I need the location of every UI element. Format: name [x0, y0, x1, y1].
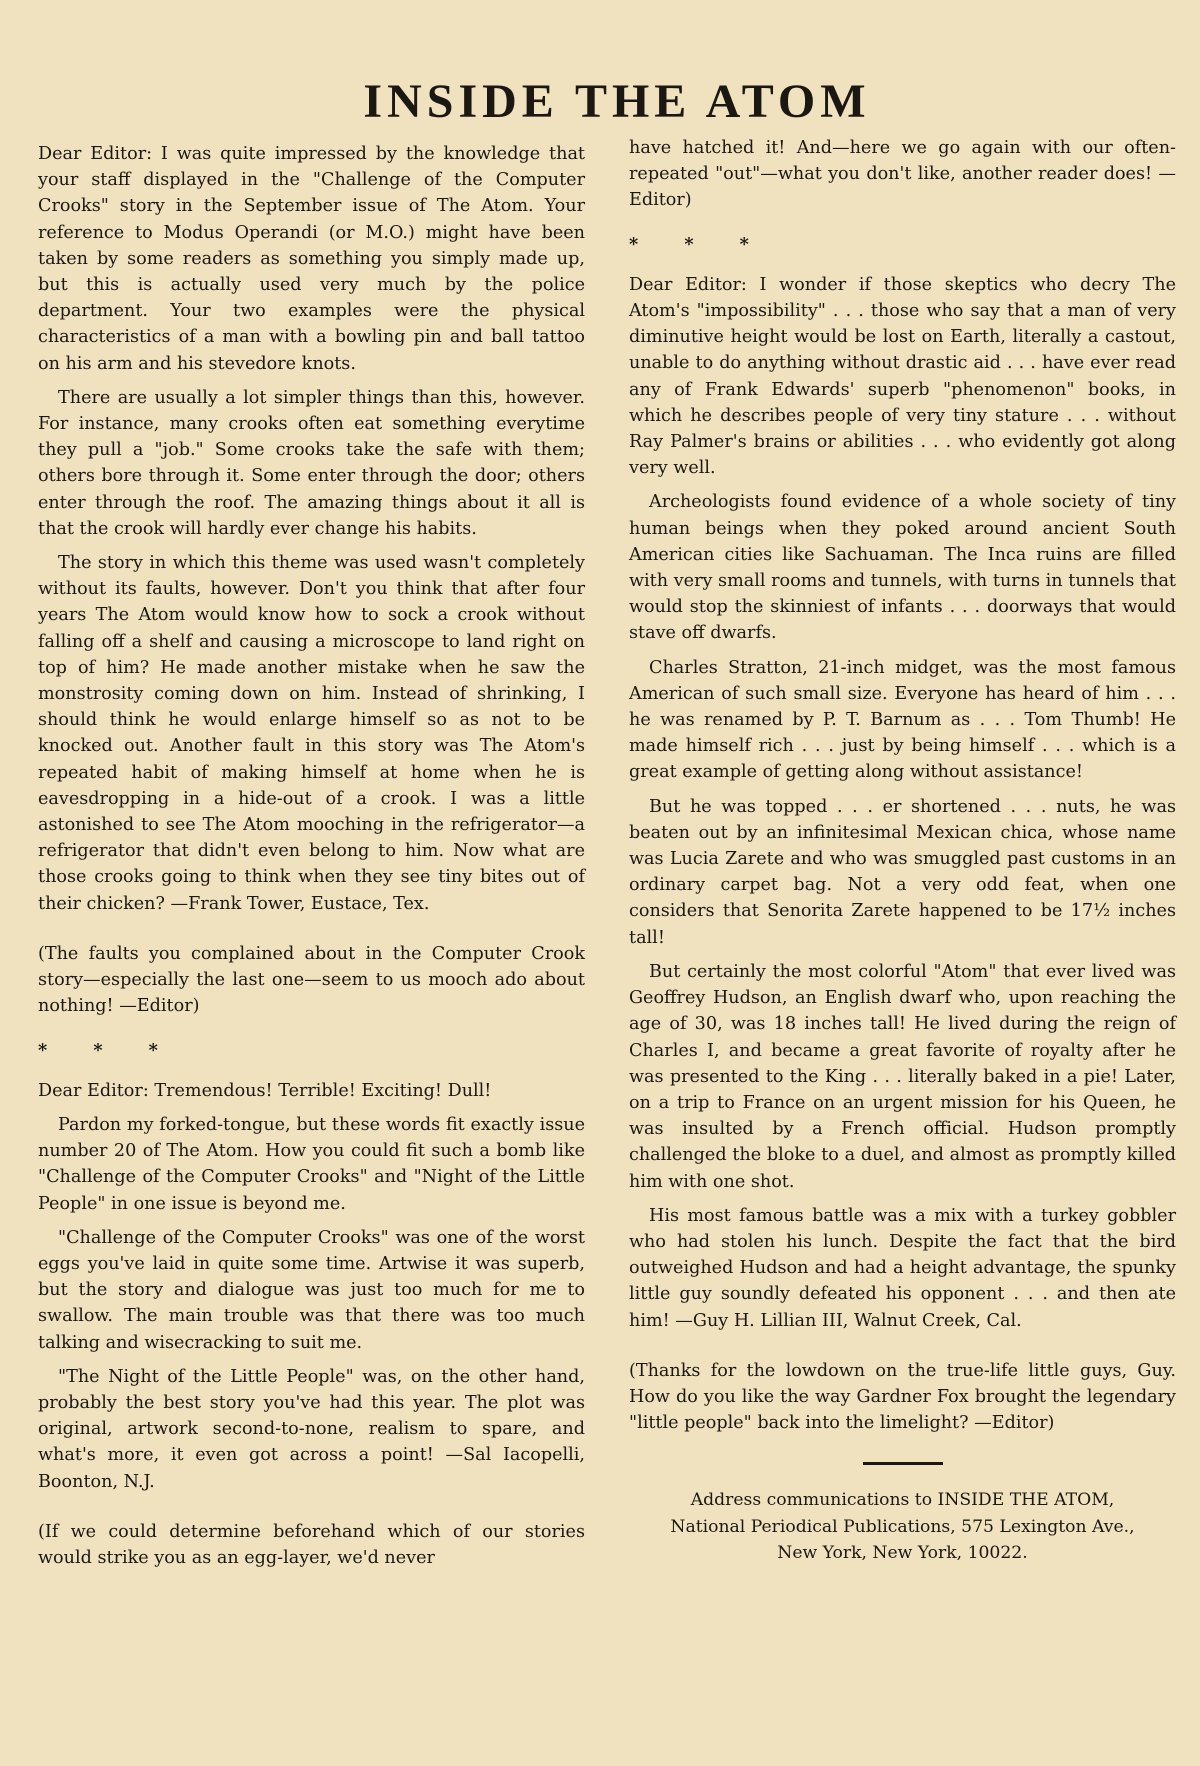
mailing-address [629, 1487, 1176, 1566]
left-column [38, 141, 585, 1571]
address-line: Address communications to INSIDE THE ATOM, [690, 1490, 1115, 1511]
letter-2-paragraph: Pardon my forked-tongue, but these words fit exactly issue number 20 of The Atom. How you could fit such a bomb like "Challenge of the Computer Crooks" and "Night of the Little People" in one issue is beyond me. [38, 1114, 585, 1214]
editor-reply-2-end: have hatched it! And—here we go again with our often-repeated "out"—what you don't like, another reader does! —Editor) [629, 138, 1176, 211]
letter-3-paragraph: Charles Stratton, 21-inch midget, was the most famous American of such small size. Everyone has heard of him . . . he was renamed by P. T. Barnum as . . . Tom Thumb! He made himself rich . . . just by being himself . . . which is a great example of getting along without assistance! [629, 657, 1176, 783]
letter-3-paragraph: But certainly the most colorful "Atom" that ever lived was Geoffrey Hudson, an English dwarf who, upon reaching the age of 30, was 18 inches tall! He lived during the reign of Charles I, and became a great favorite of royalty after he was presented to the King . . . literally baked in a pie! Later, on a trip to France on an urgent mission for his Queen, he was insulted by a French official. Hudson promptly challenged the bloke to a duel, and almost as promptly killed him with one shot. [629, 961, 1176, 1192]
editor-reply-2-start: (If we could determine beforehand which of our stories would strike you as an egg-layer, we'd never [38, 1521, 585, 1568]
letter-1-paragraph: There are usually a lot simpler things than this, however. For instance, many crooks often eat something everytime they pull a "job." Some crooks take the safe with them; others bore through it. Some enter through the door; others enter through the roof. The amazing things about it all is that the crook will hardly ever change his habits. [38, 387, 585, 539]
letter-3-paragraph: Dear Editor: I wonder if those skeptics who decry The Atom's "impossibility" . . . those who say that a man of very diminutive height would be lost on Earth, literally a castout, unable to do anything without drastic aid . . . have ever read any of Frank Edwards' superb "phenomenon" books, in which he describes people of very tiny stature . . . without Ray Palmer's brains or abilities . . . who evidently got along very well. [629, 274, 1176, 479]
letter-3-paragraph: Archeologists found evidence of a whole society of tiny human beings when they poked around ancient South American cities like Sachuaman. The Inca ruins are filled with very small rooms and tunnels, with turns in tunnels that would stop the skinniest of infants . . . doorways that would stave off dwarfs. [629, 492, 1176, 644]
editor-reply-1: (The faults you complained about in the Computer Crook story—especially the last one—seem to us mooch ado about nothing! —Editor) [38, 943, 585, 1017]
letter-1-paragraph: The story in which this theme was used wasn't completely without its faults, however. Don't you think that after four years The Atom would know how to sock a crook without falling off a shelf and causing a microscope to land right on top of him? He made another mistake when he saw the monstrosity coming down on him. Instead of shrinking, I should think he would enlarge himself so as not to be knocked out. Another fault in this story was The Atom's repeated habit of making himself at home when he is eavesdropping in a hide-out of a crook. I was a little astonished to see The Atom mooching in the refrigerator—a refrigerator that didn't even belong to him. Now what are those crooks going to think when they see tiny bites out of their chicken? —Frank Tower, Eustace, Tex. [38, 553, 585, 914]
letter-2-paragraph: Dear Editor: Tremendous! Terrible! Exciting! Dull! [38, 1080, 492, 1101]
address-line: New York, New York, 10022. [777, 1543, 1028, 1564]
divider-rule [863, 1462, 943, 1465]
letter-columns [38, 138, 1176, 1571]
right-column [629, 135, 1176, 1567]
letter-3-paragraph: His most famous battle was a mix with a turkey gobbler who had stolen his lunch. Despite the fact that the bird outweighed Hudson and had a height advantage, the spunky little guy soundly defeated his opponent . . . and then ate him! —Guy H. Lillian III, Walnut Creek, Cal. [629, 1205, 1176, 1331]
editor-reply-3: (Thanks for the lowdown on the true-life little guys, Guy. How do you like the way Gardner Fox brought the legendary "little people" back into the limelight? —Editor) [629, 1360, 1176, 1434]
separator-stars: * * * [38, 1039, 178, 1061]
letter-2-paragraph: "The Night of the Little People" was, on the other hand, probably the best story you've had this year. The plot was original, artwork second-to-none, realism to spare, and what's more, it even got across a point! —Sal Iacopelli, Boonton, N.J. [38, 1366, 585, 1492]
page-title: INSIDE THE ATOM [363, 75, 871, 128]
letter-3-paragraph: But he was topped . . . er shortened . . . nuts, he was beaten out by an infinitesimal Mexican chica, whose name was Lucia Zarete and who was smuggled past customs in an ordinary carpet bag. Not a very odd feat, when one considers that Senorita Zarete happened to be 17½ inches tall! [629, 796, 1176, 948]
letter-2-paragraph: "Challenge of the Computer Crooks" was one of the worst eggs you've laid in quite some time. Artwise it was superb, but the story and dialogue was just too much for me to swallow. The main trouble was that there was too much talking and wisecracking to suit me. [38, 1227, 585, 1353]
letter-1-paragraph: Dear Editor: I was quite impressed by the knowledge that your staff displayed in the "Challenge of the Computer Crooks" story in the September issue of The Atom. Your reference to Modus Operandi (or M.O.) might have been taken by some readers as something you simply made up, but this is actually used very much by the police department. Your two examples were the physical characteristics of a man with a bowling pin and ball tattoo on his arm and his stevedore knots. [38, 144, 585, 374]
address-line: National Periodical Publications, 575 Lexington Ave., [670, 1516, 1135, 1537]
separator-stars: * * * [629, 233, 769, 255]
